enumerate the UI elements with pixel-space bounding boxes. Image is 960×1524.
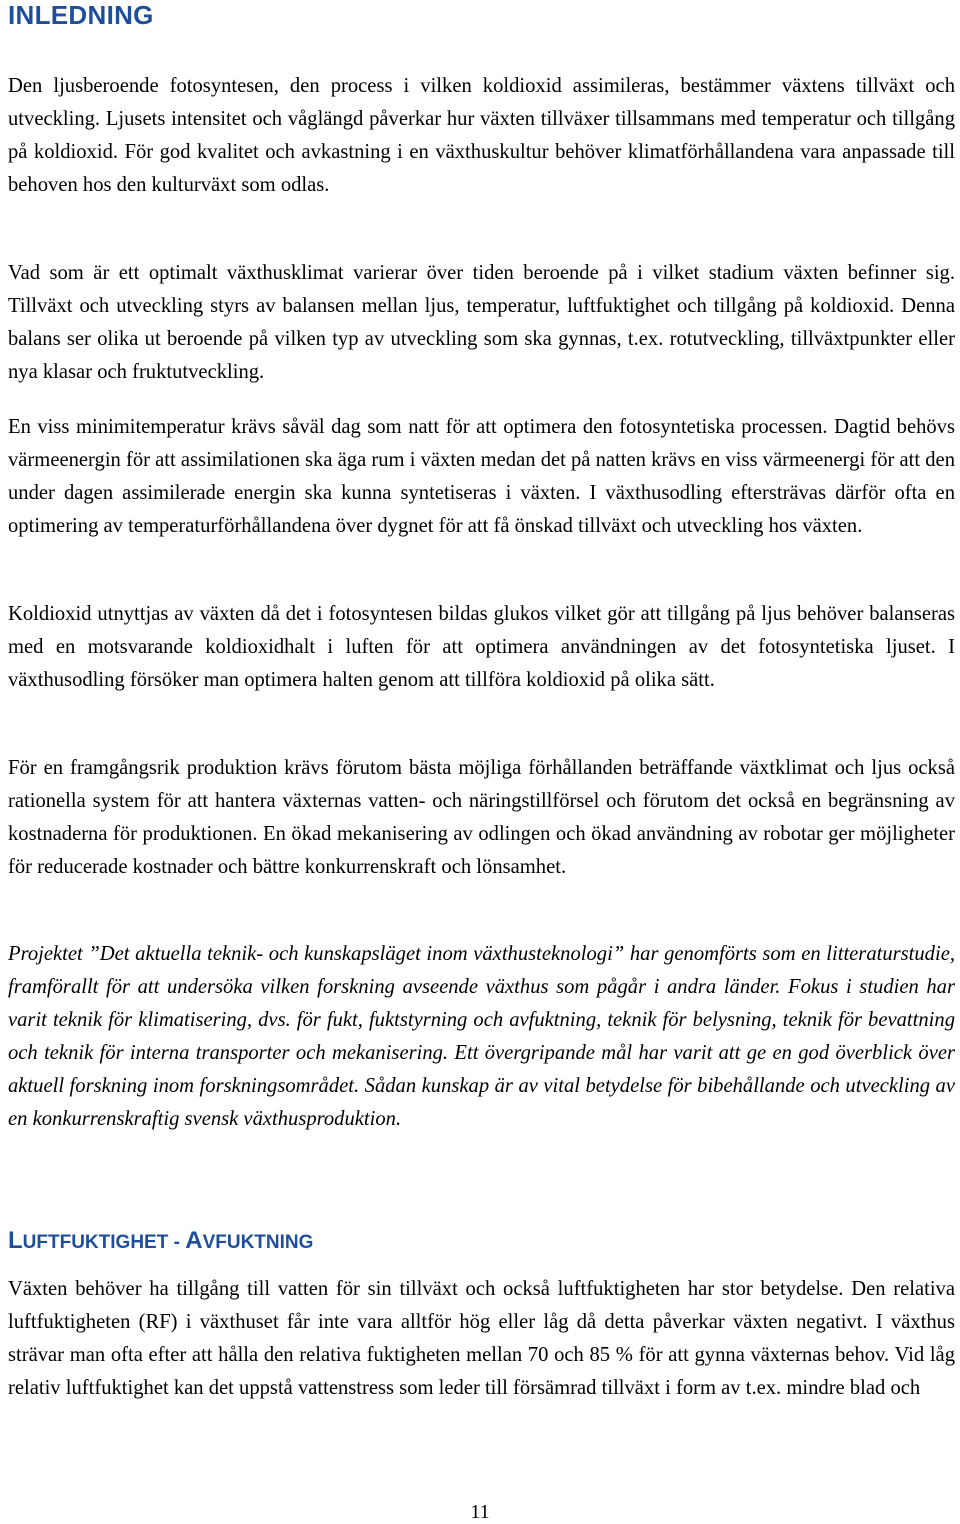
subsection-heading-separator: - xyxy=(168,1232,186,1253)
subsection-heading-initial-2: A xyxy=(185,1227,203,1254)
paragraph-project: Projektet ”Det aktuella teknik- och kunskapsläget inom växthusteknologi” har genomförts som en litteraturstudie, framförallt för att undersöka vilken forskning avseende växthus som pågår i andra länder. Fokus i studien har varit teknik för klimatisering, dvs. för fukt, fuktstyrning och avfuktning, teknik för belysning, teknik för bevattning och teknik för interna transporter och mekanisering. Ett övergripande mål har varit att ge en god överblick över aktuell forskning inom forskningsområdet. Sådan kunskap är av vital betydelse för bibehållande och utveckling av en konkurrenskraftig svensk växthusproduktion. xyxy=(8,943,955,1130)
subsection-heading-initial-1: L xyxy=(8,1227,23,1254)
paragraph-climate: Vad som är ett optimalt växthusklimat varierar över tiden beroende på i vilket stadium växten befinner sig. Tillväxt och utveckling styrs av balansen mellan ljus, temperatur, luftfuktighet och tillgång på koldioxid. Denna balans ser olika ut beroende på vilken typ av utveckling som ska gynnas, t.ex. rotutveckling, tillväxtpunkter eller nya klasar och fruktutveckling. xyxy=(8,262,955,383)
page-number: 11 xyxy=(470,1501,490,1523)
subsection-heading-rest-2: VFUKTNING xyxy=(202,1232,314,1253)
section-heading: INLEDNING xyxy=(8,0,154,30)
paragraph-co2: Koldioxid utnyttjas av växten då det i fotosyntesen bildas glukos vilket gör att tillgång på ljus behöver balanseras med en motsvarande koldioxidhalt i luften för att optimera användningen av det fotosyntetiska ljuset. I växthusodling försöker man optimera halten genom att tillföra koldioxid på olika sätt. xyxy=(8,603,955,691)
paragraph-humidity: Växten behöver ha tillgång till vatten för sin tillväxt och också luftfuktigheten har stor betydelse. Den relativa luftfuktigheten (RF) i växthuset får inte vara alltför hög eller låg då detta påverkar växten negativt. I växthus strävar man ofta efter att hålla den relativa fuktigheten mellan 70 och 85 % för att gynna växternas behov. Vid låg relativ luftfuktighet kan det uppstå vattenstress som leder till försämrad tillväxt i form av t.ex. mindre blad och xyxy=(8,1278,955,1399)
subsection-heading-rest-1: UFTFUKTIGHET xyxy=(22,1232,169,1253)
paragraph-temperature: En viss minimitemperatur krävs såväl dag som natt för att optimera den fotosyntetiska processen. Dagtid behövs värmeenergin för att assimilationen ska äga rum i växten medan det på natten krävs en viss värmeenergi för att den under dagen assimilerade energin ska kunna syntetiseras i växten. I växthusodling eftersträvas därför ofta en optimering av temperaturförhållandena över dygnet för att få önskad tillväxt och utveckling hos växten. xyxy=(8,416,955,537)
subsection-heading xyxy=(8,1226,313,1258)
paragraph-production: För en framgångsrik produktion krävs förutom bästa möjliga förhållanden beträffande växtklimat och ljus också rationella system för att hantera växternas vatten- och näringstillförsel och förutom det också en begränsning av kostnaderna för produktionen. En ökad mekanisering av odlingen och ökad användning av robotar ger möjligheter för reducerade kostnader och bättre konkurrenskraft och lönsamhet. xyxy=(8,757,955,878)
paragraph-intro: Den ljusberoende fotosyntesen, den process i vilken koldioxid assimileras, bestämmer växtens tillväxt och utveckling. Ljusets intensitet och våglängd påverkar hur växten tillväxer tillsammans med temperatur och tillgång på koldioxid. För god kvalitet och avkastning i en växthuskultur behöver klimatförhållandena vara anpassade till behoven hos den kulturväxt som odlas. xyxy=(8,75,955,196)
